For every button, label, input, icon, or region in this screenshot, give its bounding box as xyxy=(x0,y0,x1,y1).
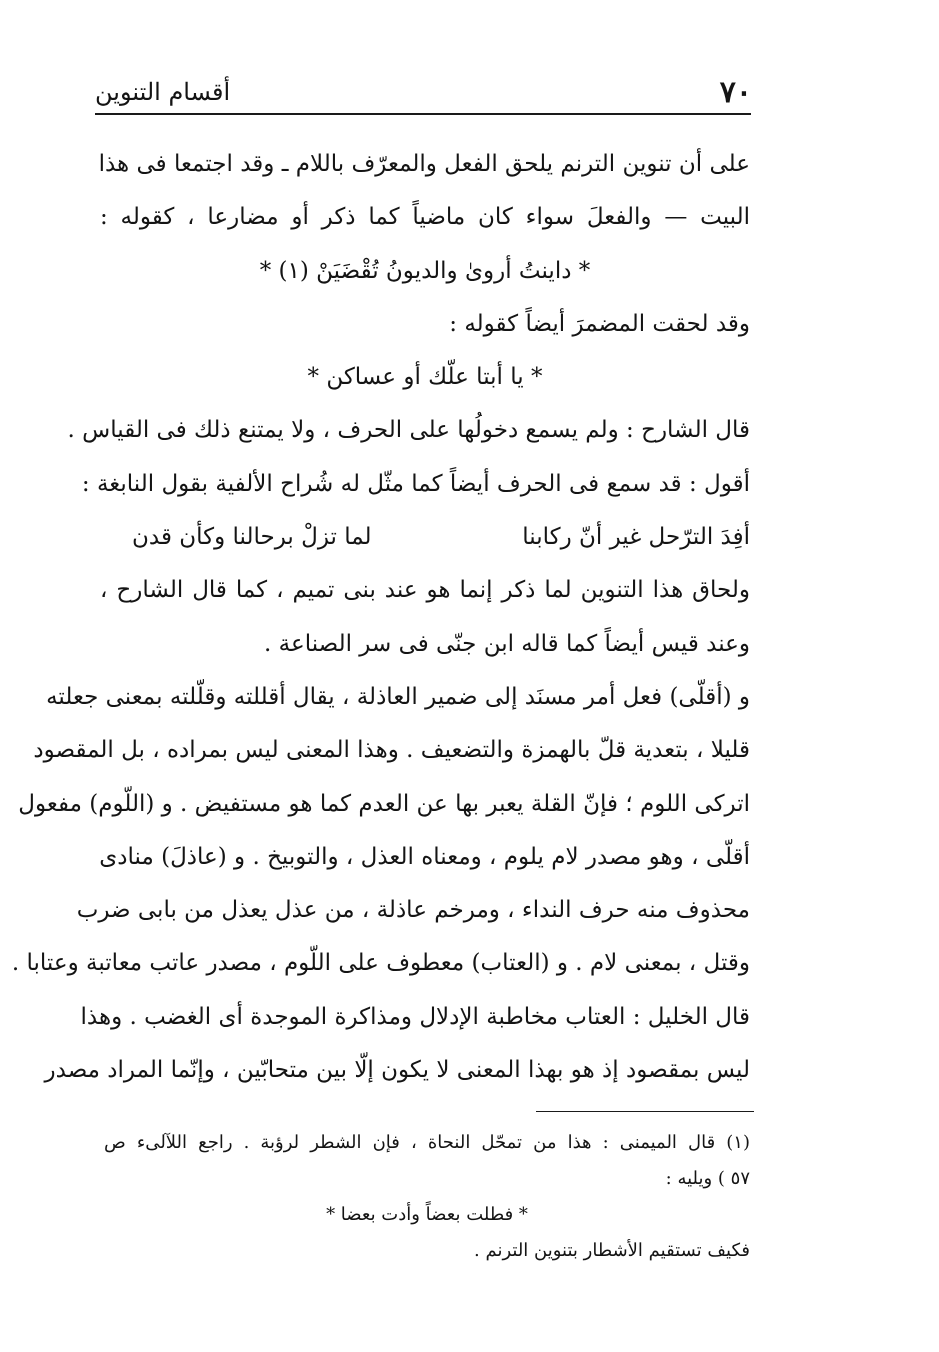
text-line: قال الشارح : ولم يسمع دخولُها على الحرف ، ولا يمتنع ذلك فى القياس . xyxy=(67,417,750,444)
poetry-verse xyxy=(100,511,750,564)
text-line: أقلّى ، وهو مصدر لام يلوم ، ومعناه العذل ، والتوبيخ . و (عاذلَ) منادى xyxy=(99,843,750,870)
text-line: على أن تنوين الترنم يلحق الفعل والمعرّف باللام ـ وقد اجتمعا فى هذا xyxy=(98,151,750,177)
first-hemistich: أفِدَ الترّحل غير أنّ ركابنا xyxy=(522,524,750,551)
footnote-line: (١) قال الميمنى : هذا من تمحّل النحاة ، فإن الشطر لرؤبة . راجع اللآلىء ص xyxy=(104,1132,750,1153)
running-title: أقسام التنوين xyxy=(95,78,231,106)
footnote-rule xyxy=(536,1111,754,1112)
text-line: وقد لحقت المضمرَ أيضاً كقوله : xyxy=(449,310,750,337)
text-line: قال الخليل : العتاب مخاطبة الإدلال ومذاكرة الموجدة أى الغضب . وهذا xyxy=(80,1003,750,1030)
text-line: البيت — والفعلَ سواء كان ماضياً كما ذكر أو مضارعا ، كقوله : xyxy=(100,204,750,231)
page-number: ٧٠ xyxy=(719,74,752,110)
text-line: وعند قيس أيضاً كما قاله ابن جنّى فى سر الصناعة . xyxy=(264,630,750,657)
footnote-line: فكيف تستقيم الأشطار بتنوين الترنم . xyxy=(474,1240,750,1261)
footnote-line: ٥٧ ) ويليه : xyxy=(665,1168,750,1189)
header-rule xyxy=(95,113,751,115)
page-header xyxy=(95,72,752,112)
verse-line: * داينتُ أروىٰ والديونُ تُقْضَيَنْ (١) * xyxy=(259,257,591,284)
text-line: محذوف منه حرف النداء ، ومرخم عاذلة ، من عذل يعذل من بابى ضرب xyxy=(76,897,750,924)
text-line: وقتل ، بمعنى لام . و (العتاب) معطوف على اللّوم ، مصدر عاتب معاتبة وعتابا . xyxy=(11,950,750,977)
footnote-verse: * فطلت بعضاً وأدت بعضا * xyxy=(326,1204,528,1225)
text-line: اتركى اللوم ؛ فإنّ القلة يعبر بها عن العدم كما هو مستفيض . و (اللّوم) مفعول xyxy=(18,790,750,817)
text-line: أقول : قد سمع فى الحرف أيضاً كما مثّل له شُراح الألفية بقول النابغة : xyxy=(81,470,750,497)
text-line: ولحاق هذا التنوين لما ذكر إنما هو عند بنى تميم ، كما قال الشارح ، xyxy=(100,577,750,604)
footnotes xyxy=(104,1125,750,1269)
main-text xyxy=(11,138,750,1097)
text-line: و (أقلّى) فعل أمر مسنَد إلى ضمير العاذلة ، يقال أقللته وقلّلته بمعنى جعلته xyxy=(46,683,750,710)
text-line: ليس بمقصود إذ هو بهذا المعنى لا يكون إلّا بين متحابّين ، وإنّما المراد مصدر xyxy=(44,1057,750,1084)
verse-line: * يا أبتا علّك أو عساكن * xyxy=(307,364,543,391)
text-line: قليلا ، بتعدية قلّ بالهمزة والتضعيف . وهذا المعنى ليس بمراده ، بل المقصود xyxy=(33,737,750,764)
second-hemistich: لما تزلْ برحالنا وكأن قدن xyxy=(132,524,372,551)
